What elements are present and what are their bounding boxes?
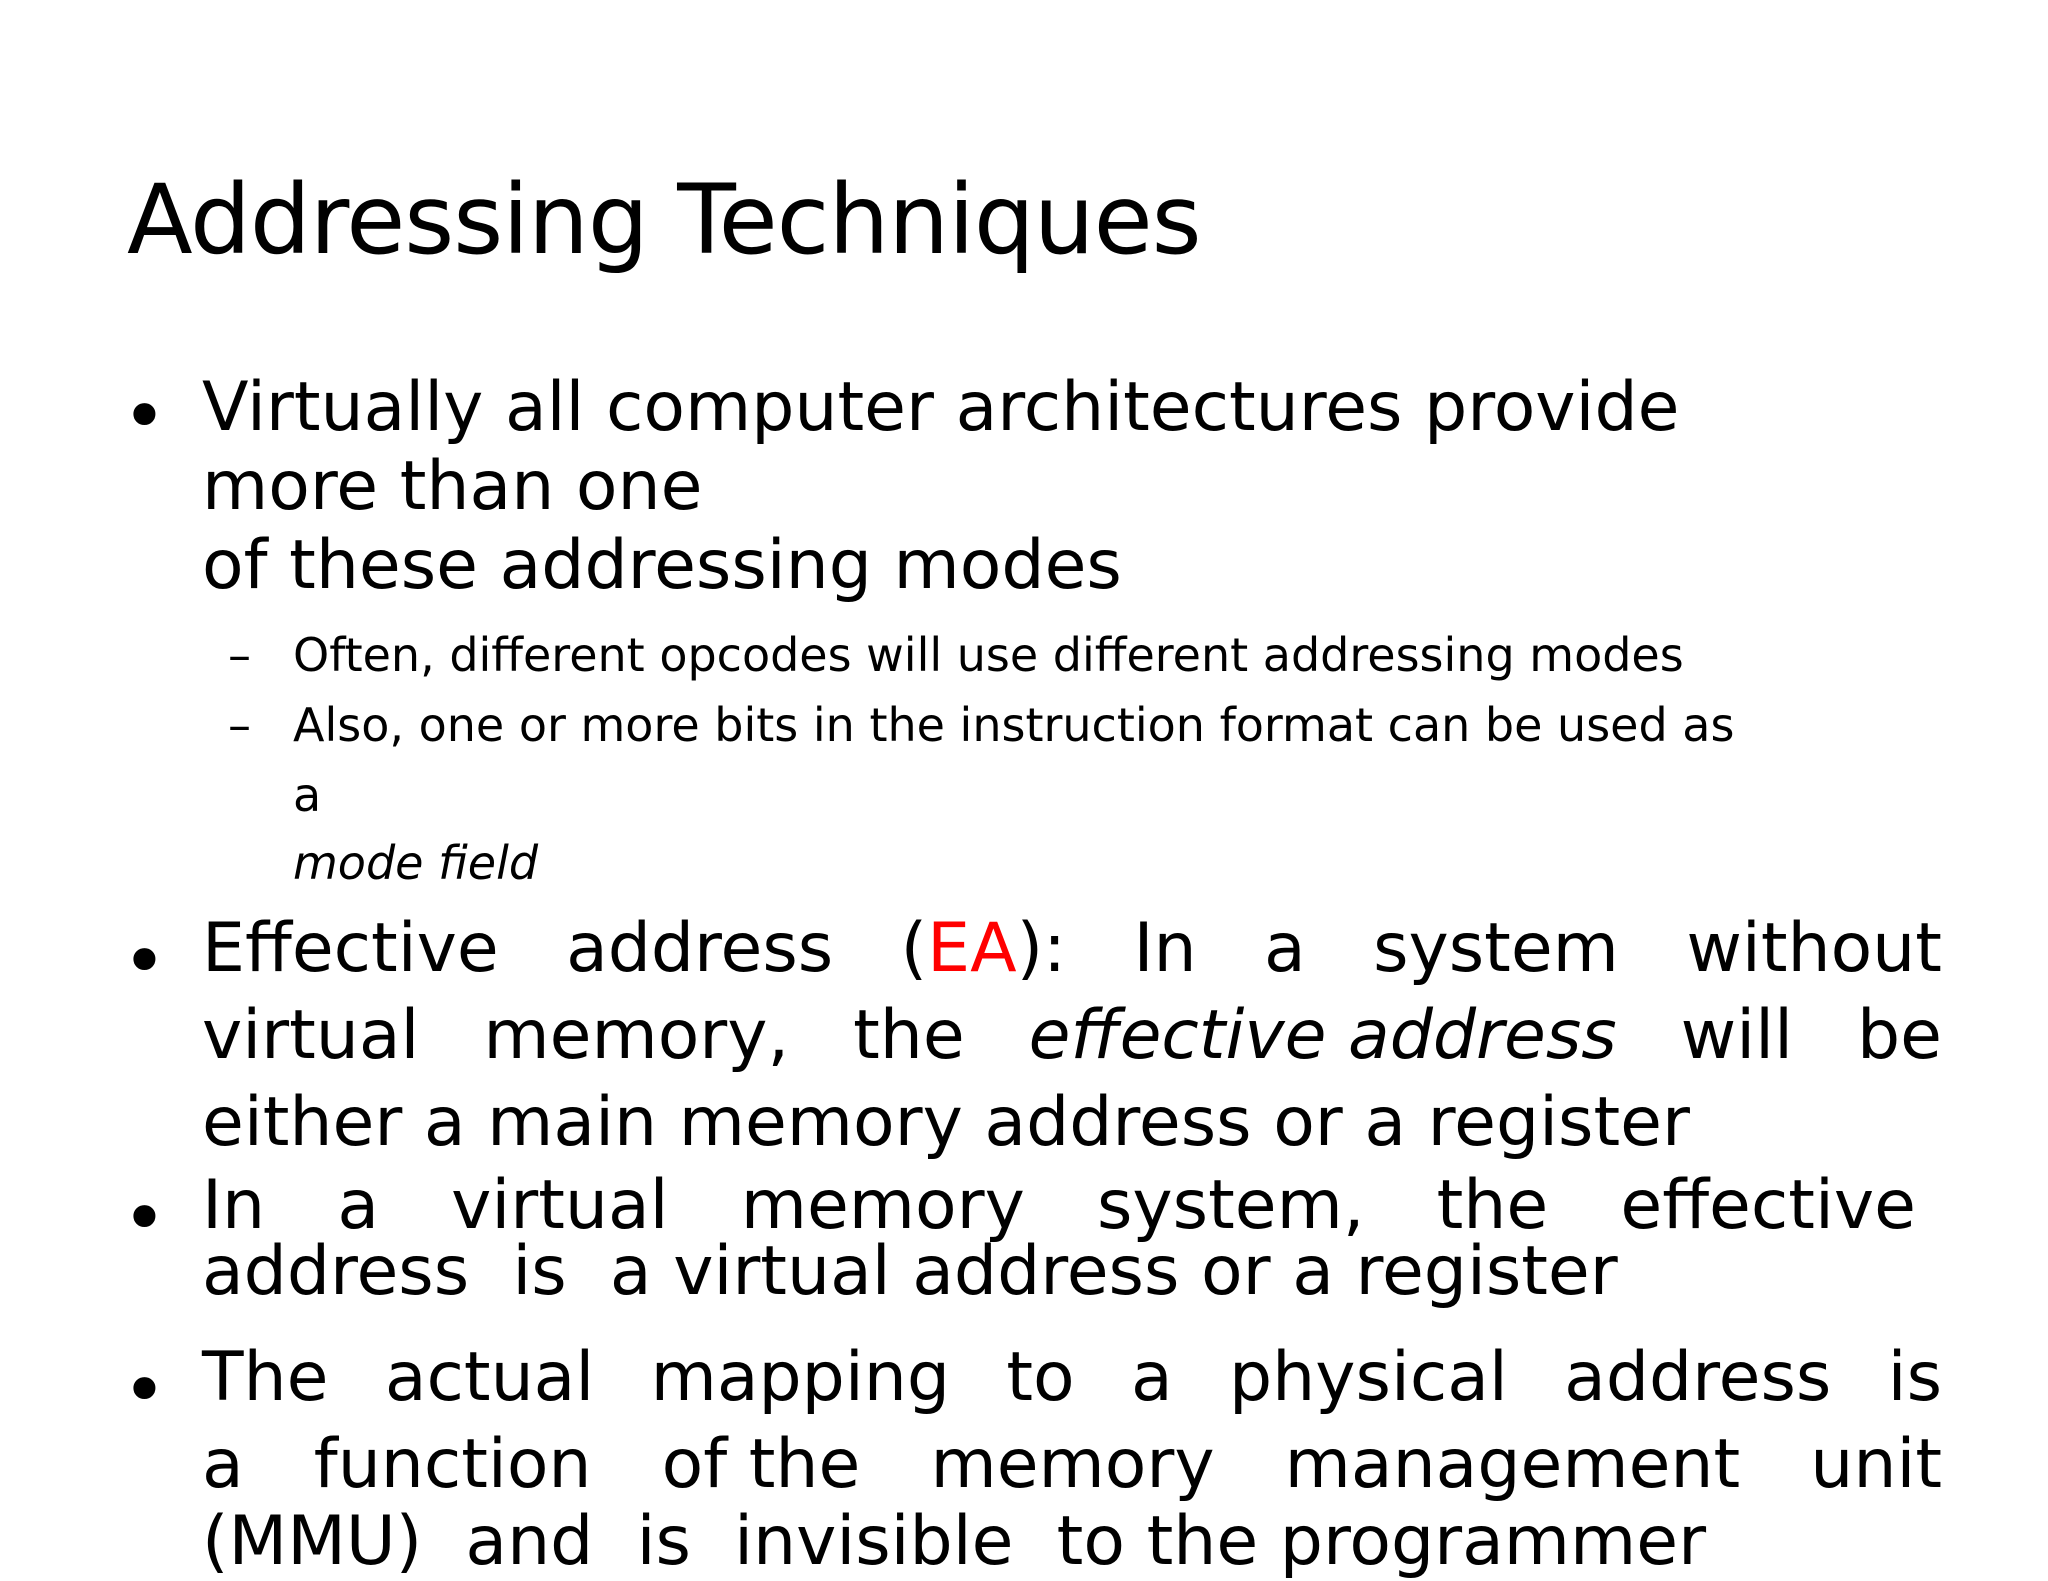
bullet-2-line-1: [202, 909, 1942, 988]
bullet-4-line-3: (MMU) and is invisible to the programmer: [202, 1502, 1707, 1581]
word: physical: [1229, 1338, 1508, 1417]
word: without: [1686, 909, 1942, 988]
word: memory,: [483, 996, 790, 1075]
word: Effective: [202, 909, 499, 988]
effective-address-italic: effective address: [1028, 996, 1617, 1075]
ea-group: (EA):: [900, 909, 1067, 988]
word: a: [1130, 1338, 1173, 1417]
bullet-3-line-1: [202, 1166, 1916, 1245]
bullet-1-line-2: more than one: [202, 447, 703, 526]
word: a: [337, 1166, 379, 1245]
bullet-marker: •: [122, 371, 167, 460]
word: address: [566, 909, 834, 988]
word: memory: [930, 1425, 1215, 1504]
word: In: [1133, 909, 1197, 988]
word: be: [1856, 996, 1942, 1075]
word: system,: [1097, 1166, 1365, 1245]
word: management: [1284, 1425, 1741, 1504]
sub-bullet-2-line-2: a: [293, 768, 322, 822]
word: system: [1373, 909, 1619, 988]
bullet-marker: •: [122, 916, 167, 1005]
bullet-1-line-3: of these addressing modes: [202, 526, 1122, 605]
bullet-4-line-2: [202, 1425, 1942, 1504]
word: mapping: [650, 1338, 950, 1417]
bullet-2-line-3: either a main memory address or a register: [202, 1083, 1690, 1162]
word: the: [1436, 1166, 1549, 1245]
bullet-2-line-2: [202, 996, 1942, 1075]
word: function: [313, 1425, 592, 1504]
word: In: [202, 1166, 266, 1245]
bullet-marker: •: [122, 1345, 167, 1434]
bullet-3-line-2: address is a virtual address or a register: [202, 1232, 1618, 1311]
bullet-1-line-1: Virtually all computer architectures provide: [202, 368, 1680, 447]
word: virtual: [202, 996, 420, 1075]
word: effective: [1620, 1166, 1916, 1245]
word: the: [853, 996, 965, 1075]
word: is: [1887, 1338, 1942, 1417]
word: virtual: [451, 1166, 669, 1245]
word: unit: [1810, 1425, 1942, 1504]
word: will: [1680, 996, 1793, 1075]
sub-bullet-marker: –: [228, 698, 251, 752]
word: The: [202, 1338, 329, 1417]
slide-title: Addressing Techniques: [127, 164, 1201, 276]
sub-bullet-2-line-3: mode field: [293, 836, 539, 890]
sub-bullet-1: Often, different opcodes will use different addressing modes: [293, 628, 1684, 682]
sub-bullet-2-line-1: Also, one or more bits in the instruction format can be used as: [293, 698, 1735, 752]
word: a: [1264, 909, 1306, 988]
bullet-marker: •: [122, 1173, 167, 1262]
bullet-4-line-1: [202, 1338, 1942, 1417]
ea-highlight: EA: [927, 909, 1017, 988]
word: a: [202, 1425, 244, 1504]
word: of the: [661, 1425, 861, 1504]
sub-bullet-marker: –: [228, 628, 251, 682]
word: to: [1006, 1338, 1075, 1417]
word: address: [1564, 1338, 1832, 1417]
word: memory: [740, 1166, 1025, 1245]
word: actual: [384, 1338, 595, 1417]
